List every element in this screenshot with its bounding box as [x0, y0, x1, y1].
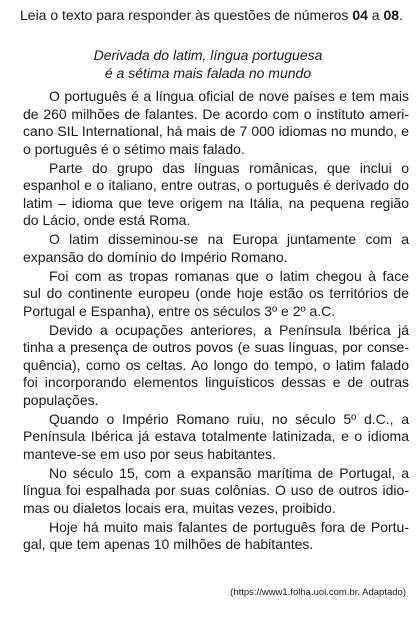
paragraph	[23, 519, 409, 554]
question-number-to: 08	[383, 7, 400, 23]
paragraph	[23, 465, 409, 518]
paragraph-line: do Lácio, onde está Roma.	[23, 212, 191, 228]
paragraph-line: Hoje há muito mais falantes de português fora de Portu-	[49, 518, 409, 535]
paragraph-line: sul do continente europeu (onde hoje estão os territórios de	[23, 285, 409, 301]
paragraph-line: quência), como os celtas. Ao longo do tempo, o latim falado	[23, 356, 409, 373]
paragraph	[23, 322, 409, 410]
instruction-middle: a	[367, 7, 384, 23]
paragraph-line: Devido a ocupações anteriores, a Península Ibérica já	[49, 321, 409, 338]
paragraph-line: populações.	[23, 391, 99, 408]
paragraph-line: O latim disseminou-se na Europa juntamente com a	[49, 231, 409, 247]
question-number-from: 04	[352, 7, 368, 23]
paragraph	[23, 411, 409, 464]
paragraph-line: O português é a língua oficial de nove países e tem mais	[49, 88, 409, 104]
instruction-prefix: Leia o texto para responder às questões de números	[20, 7, 353, 23]
paragraph-line: latim – idioma que teve origem na Itália, na pequena região	[23, 194, 409, 211]
paragraph-line: espanhol e o italiano, entre outras, o português é derivado do	[23, 177, 409, 193]
paragraph-line: Foi com as tropas romanas que o latim chegou à face	[49, 267, 409, 284]
paragraph-line: Parte do grupo das línguas românicas, que inclui o	[49, 159, 409, 176]
paragraph	[23, 231, 409, 266]
paragraph-line: expansão do domínio do Império Romano.	[23, 248, 288, 265]
paragraph	[23, 268, 409, 321]
paragraph-line: Portugal e Espanha), entre os séculos 3º e 2º a.C.	[23, 302, 336, 319]
paragraph-line: manteve-se em uso por seus habitantes.	[23, 445, 276, 462]
paragraph-line: de 260 milhões de falantes. De acordo com o instituto ameri-	[23, 105, 409, 122]
instruction-line	[20, 6, 410, 24]
paragraph-line: gal, que tem apenas 10 milhões de habitantes.	[23, 536, 314, 552]
paragraph-line: No século 15, com a expansão marítima de Portugal, a	[49, 464, 409, 481]
text-body	[23, 88, 409, 555]
paragraph-line: língua foi espalhada por suas colônias. O uso de outros idio-	[23, 482, 409, 498]
paragraph-line: foi incorporando elementos linguísticos dessas e de outras	[23, 374, 409, 390]
paragraph-line: tinha a presença de outros povos (e suas línguas, por conse-	[23, 339, 409, 355]
paragraph-line: cano SIL International, há mais de 7 000 idiomas no mundo, e	[23, 123, 409, 139]
paragraph-line: mas ou dialetos locais era, muitas vezes, proibido.	[23, 499, 336, 516]
instruction-suffix: .	[399, 7, 403, 23]
paragraph-line: Quando o Império Romano ruiu, no século 5º d.C., a	[49, 410, 409, 427]
paragraph-line: o português é o sétimo mais falado.	[23, 140, 245, 157]
paragraph-line: Península Ibérica já estava totalmente latinizada, e o idioma	[23, 428, 409, 444]
text-title	[0, 46, 416, 82]
paragraph	[23, 160, 409, 230]
title-line-1: Derivada do latim, língua portuguesa	[93, 47, 323, 63]
title-line-2: é a sétima mais falada no mundo	[104, 65, 312, 81]
source-citation: (https://www1.folha.uol.com.br. Adaptado)	[230, 587, 406, 598]
paragraph	[23, 88, 409, 158]
